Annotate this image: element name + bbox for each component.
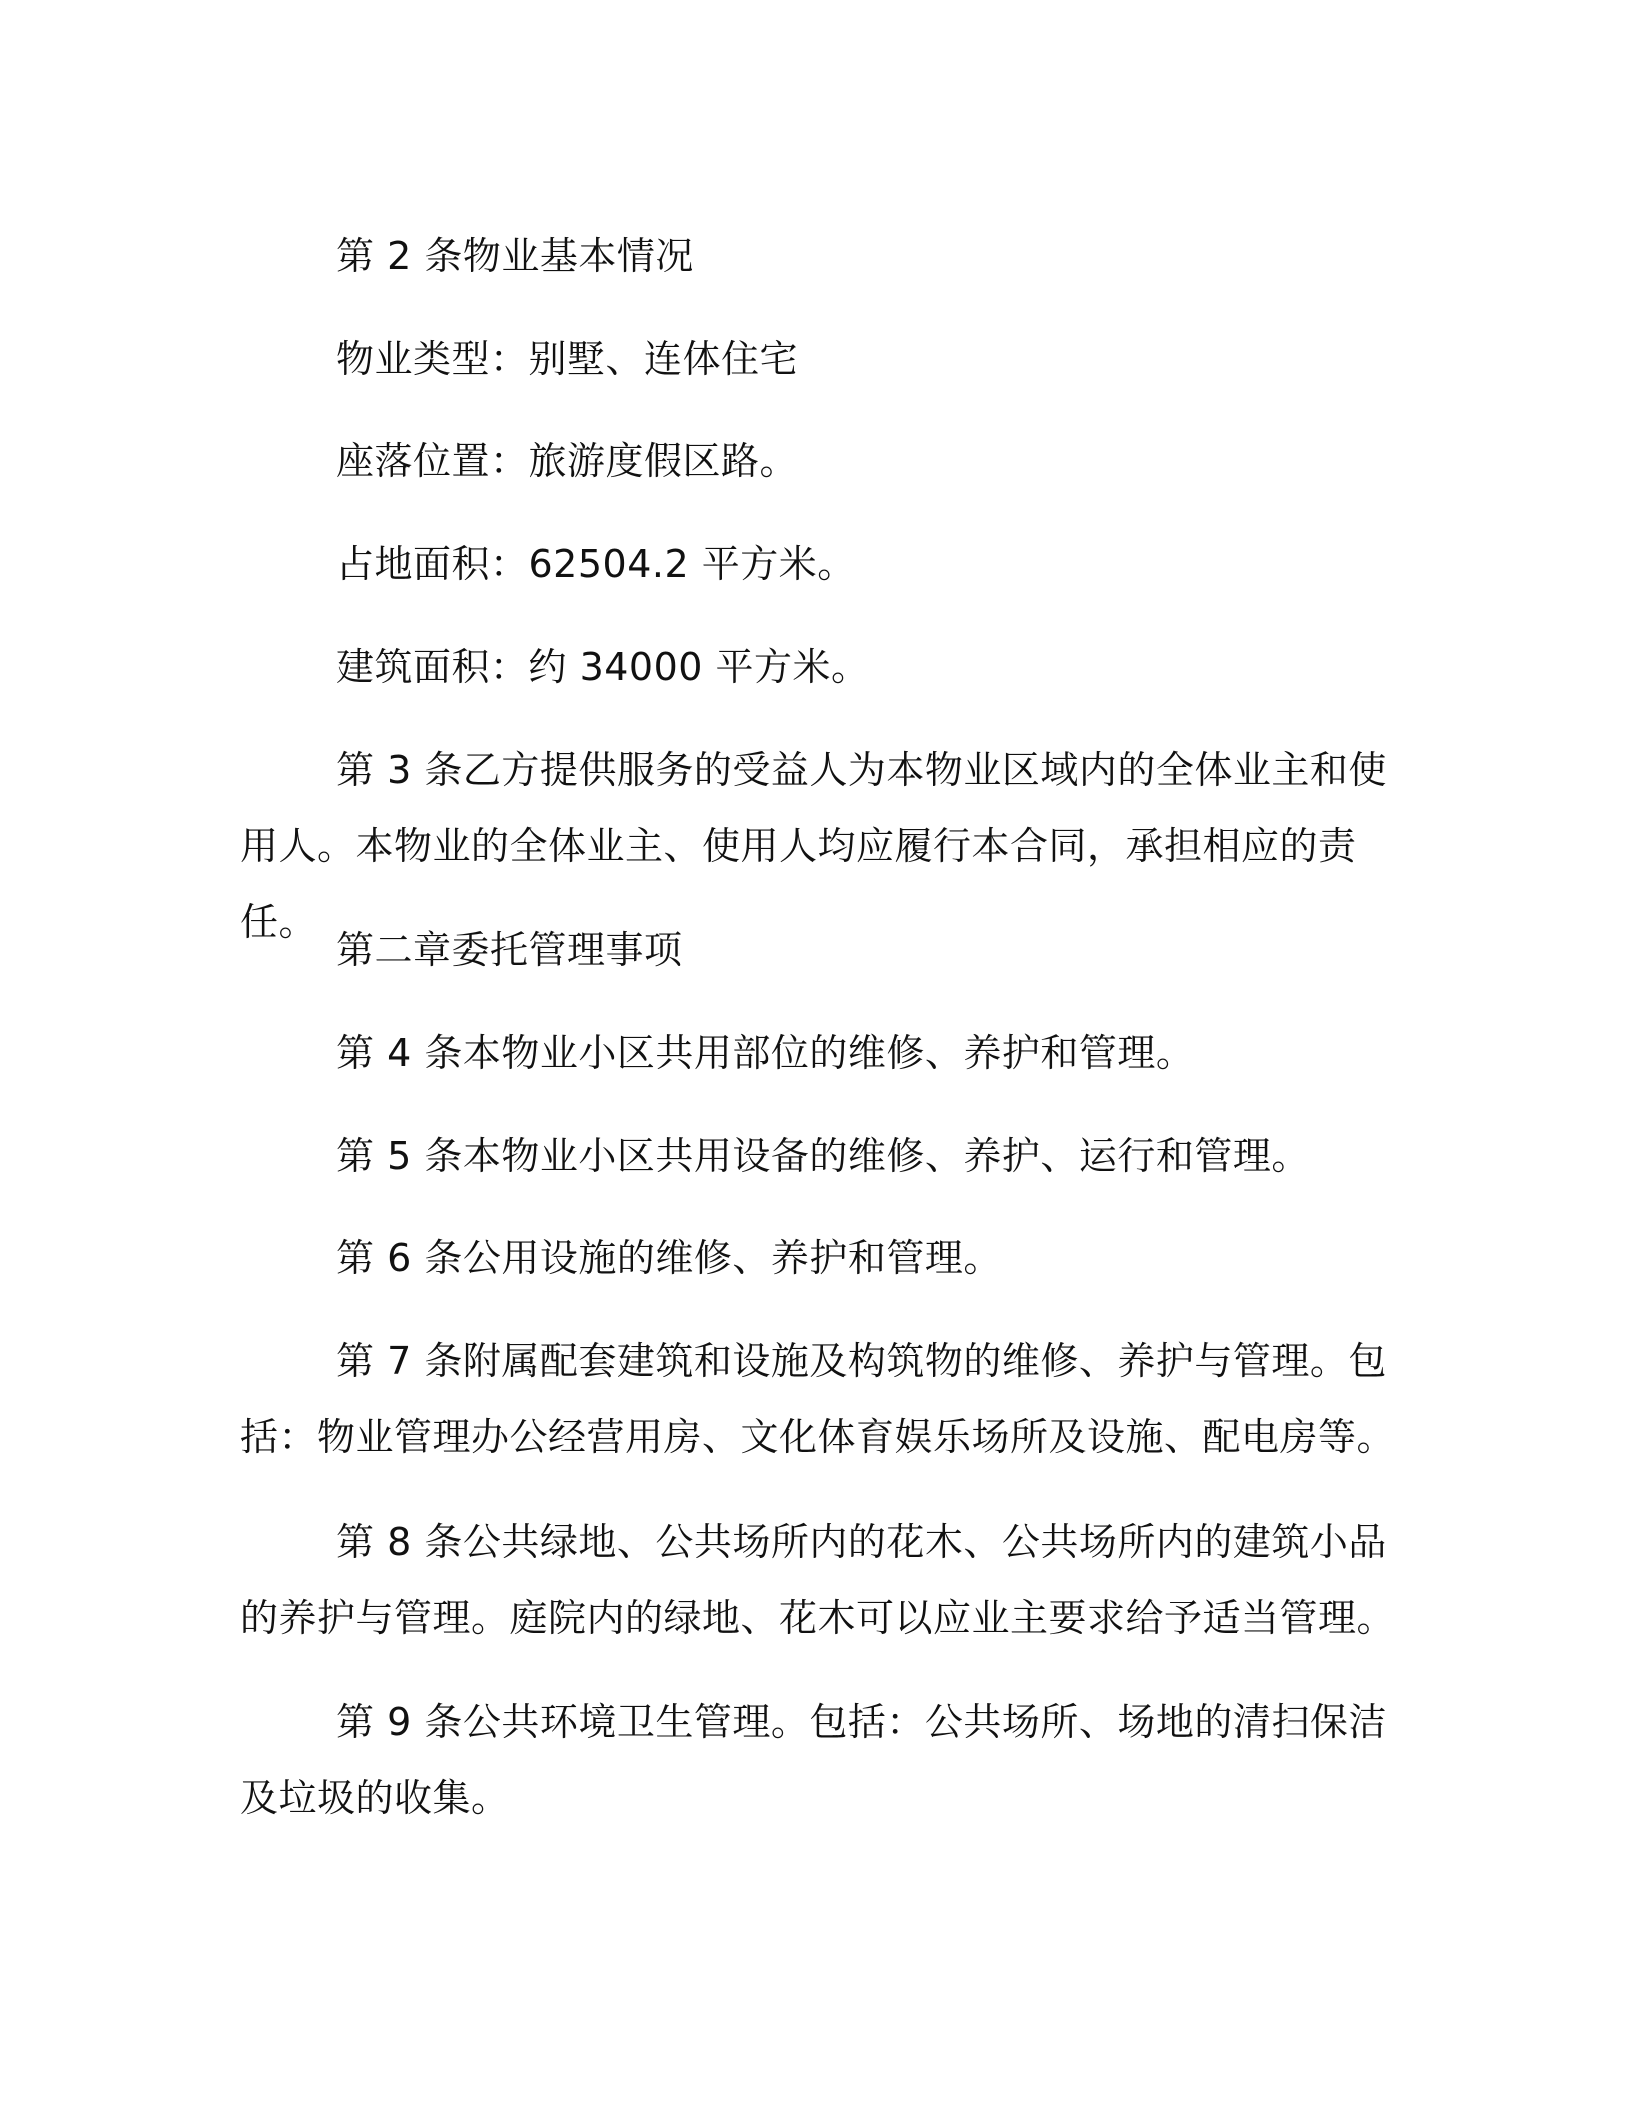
property-type: 物业类型：别墅、连体住宅 [336, 337, 799, 381]
property-location: 座落位置：旅游度假区路。 [336, 439, 799, 483]
land-area: 占地面积：62504.2 平方米。 [336, 542, 856, 586]
article-3: 第 3 条乙方提供服务的受益人为本物业区域内的全体业主和使用人。本物业的全体业主、使用人均应履行本合同，承担相应的责任。 [240, 748, 1387, 944]
article-2-heading: 第 2 条物业基本情况 [336, 234, 694, 278]
article-5: 第 5 条本物业小区共用设备的维修、养护、运行和管理。 [336, 1134, 1310, 1178]
article-4: 第 4 条本物业小区共用部位的维修、养护和管理。 [336, 1031, 1195, 1075]
article-7: 第 7 条附属配套建筑和设施及构筑物的维修、养护与管理。包括：物业管理办公经营用房、文化体育娱乐场所及设施、配电房等。 [240, 1339, 1396, 1459]
article-9: 第 9 条公共环境卫生管理。包括：公共场所、场地的清扫保洁及垃圾的收集。 [240, 1700, 1387, 1820]
chapter-2-heading: 第二章委托管理事项 [336, 928, 683, 972]
article-6: 第 6 条公用设施的维修、养护和管理。 [336, 1236, 1002, 1280]
building-area: 建筑面积：约 34000 平方米。 [336, 645, 870, 689]
article-8: 第 8 条公共绿地、公共场所内的花木、公共场所内的建筑小品的养护与管理。庭院内的绿地、花木可以应业主要求给予适当管理。 [240, 1520, 1396, 1640]
